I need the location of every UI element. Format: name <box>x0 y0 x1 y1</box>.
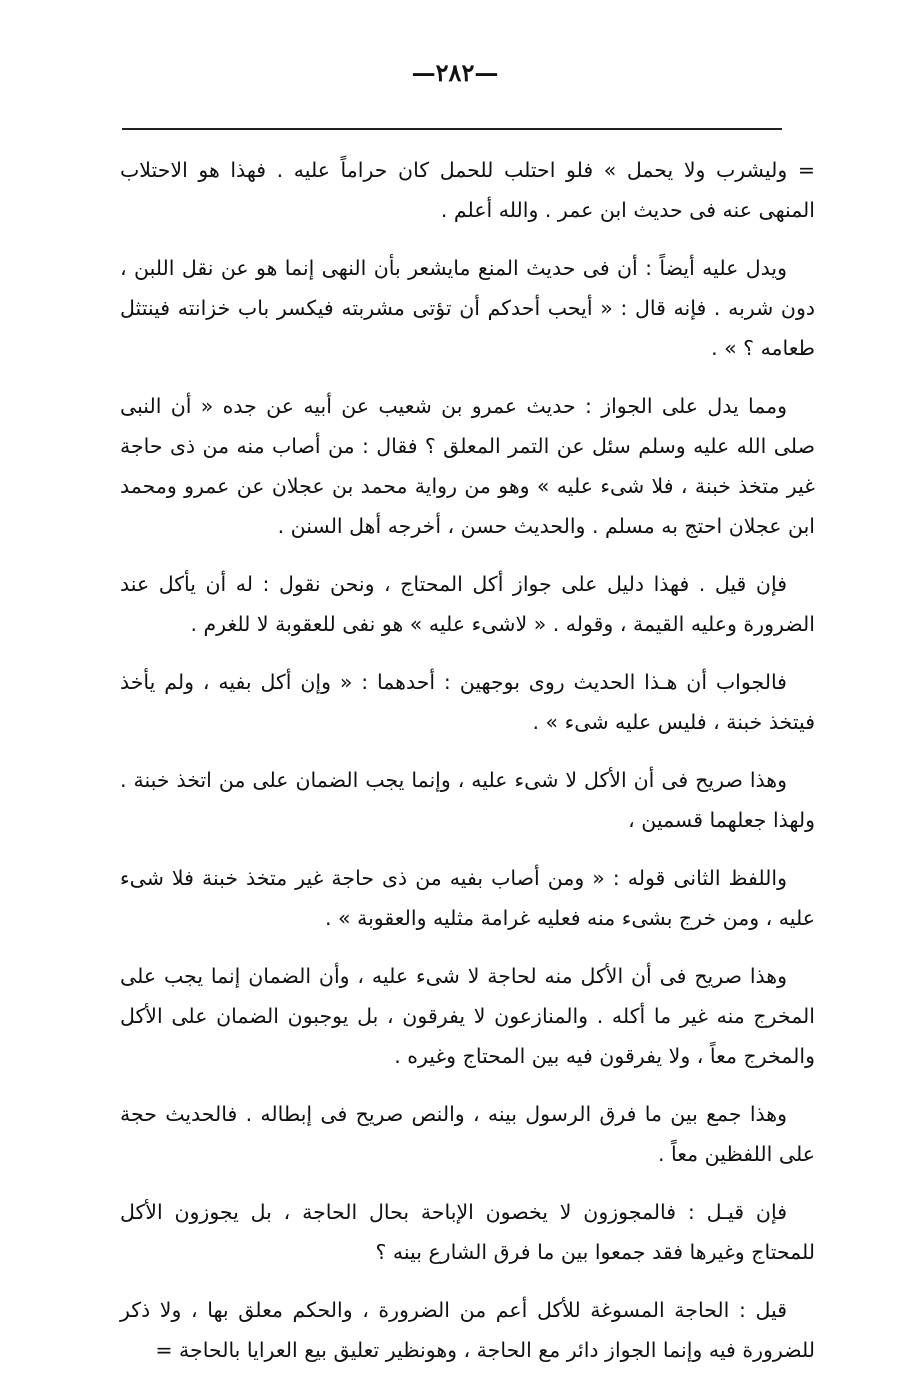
paragraph: فإن قيـل : فالمجوزون لا يخصون الإباحة بحال الحاجة ، بل يجوزون الأكل للمحتاج وغيرها فقد جمعوا بين ما فرق الشارع بينه ؟ <box>120 1200 815 1264</box>
paragraph: وهذا صريح فى أن الأكل منه لحاجة لا شىء عليه ، وأن الضمان إنما يجب على المخرج منه غير ما أكله . والمنازعون لا يفرقون ، بل يوجبون الضمان على الأكل والمخرج معاً ، ولا يفرقون فيه بين المحتاج وغيره . <box>120 964 815 1068</box>
paragraph: فالجواب أن هـذا الحديث روى بوجهين : أحدهما : « وإن أكل بفيه ، ولم يأخذ فيتخذ خبنة ، فليس عليه شىء » . <box>120 670 815 734</box>
paragraph: ومما يدل على الجواز : حديث عمرو بن شعيب عن أبيه عن جده « أن النبى صلى الله عليه وسلم سئل عن التمر المعلق ؟ فقال : من أصاب منه من ذى حاجة غير متخذ خبنة ، فلا شىء عليه » وهو من رواية محمد بن عجلان عن عمرو ومحمد ابن عجلان احتج به مسلم . والحديث حسن ، أخرجه أهل السنن . <box>120 394 815 538</box>
paragraph: وهذا صريح فى أن الأكل لا شىء عليه ، وإنما يجب الضمان على من اتخذ خبنة . ولهذا جعلهما قسمين ، <box>120 768 815 832</box>
header-rule <box>122 128 782 130</box>
paragraph: واللفظ الثانى قوله : « ومن أصاب بفيه من ذى حاجة غير متخذ خبنة فلا شىء عليه ، ومن خرج بشىء منه فعليه غرامة مثليه والعقوبة » . <box>120 866 815 930</box>
paragraph: = وليشرب ولا يحمل » فلو احتلب للحمل كان حراماً عليه . فهذا هو الاحتلاب المنهى عنه فى حديث ابن عمر . والله أعلم . <box>120 158 815 222</box>
paragraph: ويدل عليه أيضاً : أن فى حديث المنع مايشعر بأن النهى إنما هو عن نقل اللبن ، دون شربه . فإنه قال : « أيحب أحدكم أن تؤتى مشربته فيكسر باب خزانته فينتثل طعامه ؟ » . <box>120 256 815 360</box>
page-number: —٢٨٢— <box>411 58 499 87</box>
page-body <box>120 150 815 1388</box>
paragraph: فإن قيل . فهذا دليل على جواز أكل المحتاج ، ونحن نقول : له أن يأكل عند الضرورة وعليه القيمة ، وقوله . « لاشىء عليه » هو نفى للعقوبة لا للغرم . <box>120 572 815 636</box>
paragraph: وهذا جمع بين ما فرق الرسول بينه ، والنص صريح فى إبطاله . فالحديث حجة على اللفظين معاً . <box>120 1102 815 1166</box>
paragraph: قيل : الحاجة المسوغة للأكل أعم من الضرورة ، والحكم معلق بها ، ولا ذكر للضرورة فيه وإنما الجواز دائر مع الحاجة ، وهونظير تعليق بيع العرايا بالحاجة = <box>120 1298 815 1362</box>
